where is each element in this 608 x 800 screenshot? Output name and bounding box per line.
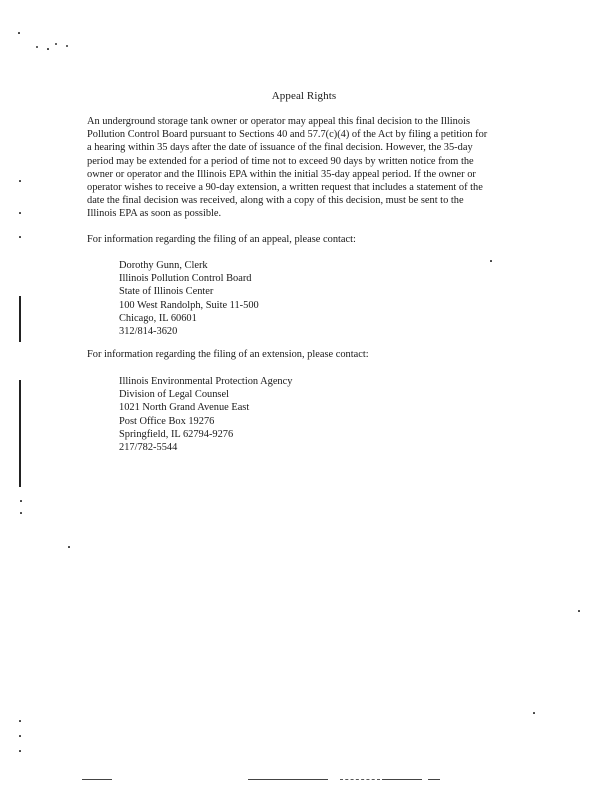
scan-margin-line	[19, 380, 21, 487]
paragraph-line: operator wishes to receive a 90-day extension, a written request that includes a statement of the	[87, 182, 483, 194]
scan-speck	[19, 720, 21, 722]
scan-bottom-line	[382, 779, 422, 780]
paragraph-line: Pollution Control Board pursuant to Sections 40 and 57.7(c)(4) of the Act by filing a petition for	[87, 129, 488, 141]
scan-speck	[55, 43, 57, 45]
scan-bottom-line	[428, 779, 440, 780]
address-line: 217/782-5544	[119, 442, 178, 454]
page-title: Appeal Rights	[271, 90, 337, 102]
scan-bottom-line	[82, 779, 112, 780]
scan-speck	[19, 180, 21, 182]
address-line: Chicago, IL 60601	[119, 312, 197, 324]
scan-speck	[19, 750, 21, 752]
scan-speck	[36, 46, 38, 48]
scan-bottom-line	[248, 779, 328, 780]
address-line: 312/814-3620	[119, 326, 178, 338]
scan-margin-line	[19, 296, 21, 342]
extension-contact-intro: For information regarding the filing of an extension, please contact:	[87, 349, 369, 360]
address-line: 100 West Randolph, Suite 11-500	[119, 299, 259, 311]
scan-speck	[533, 712, 535, 714]
scan-speck	[47, 48, 49, 50]
paragraph-line: period may be extended for a period of time not to exceed 90 days by written notice from the	[87, 155, 474, 167]
address-line: State of Illinois Center	[119, 286, 214, 298]
address-line: 1021 North Grand Avenue East	[119, 402, 250, 414]
scan-speck	[68, 546, 70, 548]
address-line: Division of Legal Counsel	[119, 389, 229, 401]
address-line: Post Office Box 19276	[119, 415, 215, 427]
extension-contact-address	[119, 375, 292, 454]
scan-bottom-line	[340, 779, 380, 781]
address-line: Dorothy Gunn, Clerk	[119, 260, 208, 271]
paragraph-line: Illinois EPA as soon as possible.	[87, 208, 222, 220]
scan-speck	[578, 610, 580, 612]
paragraph-line: An underground storage tank owner or operator may appeal this final decision to the Illinois	[87, 116, 471, 127]
paragraph-line: owner or operator and the Illinois EPA within the initial 35-day appeal period. If the owner or	[87, 168, 476, 180]
scan-speck	[20, 500, 22, 502]
appeal-contact-intro: For information regarding the filing of an appeal, please contact:	[87, 234, 356, 245]
scan-speck	[66, 45, 68, 47]
scan-speck	[490, 260, 492, 262]
paragraph-line: date the final decision was received, along with a copy of this decision, must be sent to the	[87, 195, 464, 207]
paragraph-line: a hearing within 35 days after the date of issuance of the final decision. However, the 35-day	[87, 142, 473, 154]
address-line: Springfield, IL 62794-9276	[119, 428, 234, 440]
scan-speck	[19, 735, 21, 737]
address-line: Illinois Environmental Protection Agency	[119, 376, 293, 387]
scan-speck	[20, 512, 22, 514]
scan-speck	[18, 32, 20, 34]
appeal-rights-paragraph	[87, 115, 527, 221]
address-line: Illinois Pollution Control Board	[119, 273, 252, 285]
appeal-contact-address	[119, 259, 259, 338]
scan-speck	[19, 212, 21, 214]
scan-speck	[19, 236, 21, 238]
